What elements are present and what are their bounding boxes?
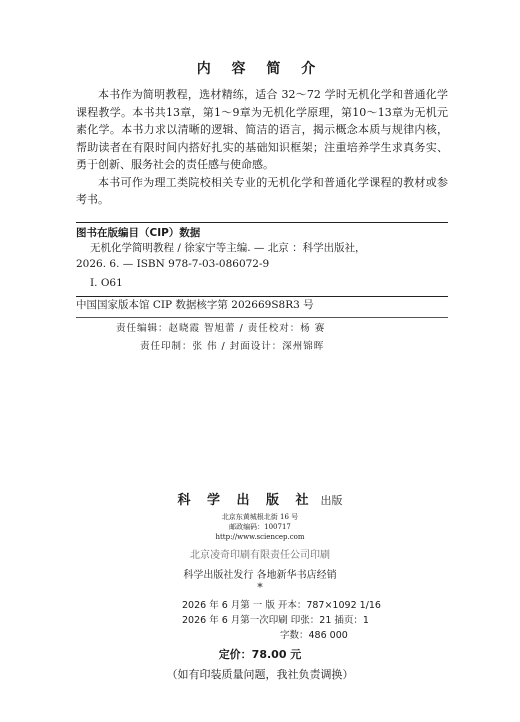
cip-bibliographic-line: 无机化学简明教程 / 徐家宁等主编. — 北京 ：科学出版社， [90, 242, 366, 254]
intro-body [76, 86, 448, 209]
publisher-address: 北京东黄城根北街 16 号 [221, 513, 299, 521]
cip-title: 图书在版编目（CIP）数据 [76, 227, 201, 239]
cip-divider [76, 296, 448, 297]
cip-record-number: 中国国家版本馆 CIP 数据核字第 202669S8R3 号 [76, 298, 314, 311]
word-count: 字数：486 000 [280, 630, 348, 641]
publisher-website: http://www.sciencep.com [215, 533, 305, 541]
publisher-name-text: 科 学 出 版 社 [177, 493, 315, 508]
print-cover-design-line: 责任印制：张 伟 / 封面设计：深州锦晖 [140, 341, 325, 352]
edition-info [0, 598, 520, 643]
intro-paragraph: 本书作为简明教程，选材精练，适合 32～72 学时无机化学和普通化学课程教学。本书共13章，第1～9章为无机化学原理，第10～13章为无机元素化学。本书力求以清晰的逻辑、简洁的语言，揭示概念本质与规律内核，帮助读者在有限时间内搭好扎实的基础知识框架；注重培养学生求真务实、勇于创新、服务社会的责任感与使命感。 [76, 88, 448, 171]
distribution-info: 科学出版社发行 各地新华书店经销 [183, 570, 337, 581]
staff-credits [76, 320, 448, 356]
publisher-postcode: 邮政编码：100717 [229, 523, 291, 531]
publisher-block [0, 490, 520, 542]
intro-paragraph: 本书可作为理工类院校相关专业的无机化学和普通化学课程的教材或参考书。 [76, 175, 448, 206]
edition-line: 2026 年 6 月第 一 版 开本：787×1092 1/16 [182, 600, 381, 611]
publisher-name [0, 490, 520, 512]
quality-notice: （如有印装质量问题，我社负责调换） [166, 668, 354, 681]
cip-block [76, 222, 448, 318]
editor-proofreader-line: 责任编辑：赵晓霞 智旭蕾 / 责任校对：杨 赛 [116, 323, 326, 334]
intro-title: 内 容 简 介 [196, 61, 324, 77]
printer-info: 北京凌奇印刷有限责任公司印刷 [190, 550, 330, 561]
publisher-suffix: 出版 [320, 494, 343, 507]
printing-line: 2026 年 6 月第一次印刷 印张：21 插页：1 [182, 615, 369, 626]
cip-isbn-line: 2026. 6. — ISBN 978-7-03-086072-9 [76, 257, 270, 270]
price: 定价：78.00 元 [218, 648, 302, 661]
cip-classification: Ⅰ. O61 [90, 277, 123, 289]
cip-divider [76, 317, 448, 318]
separator-star: * [257, 581, 263, 594]
